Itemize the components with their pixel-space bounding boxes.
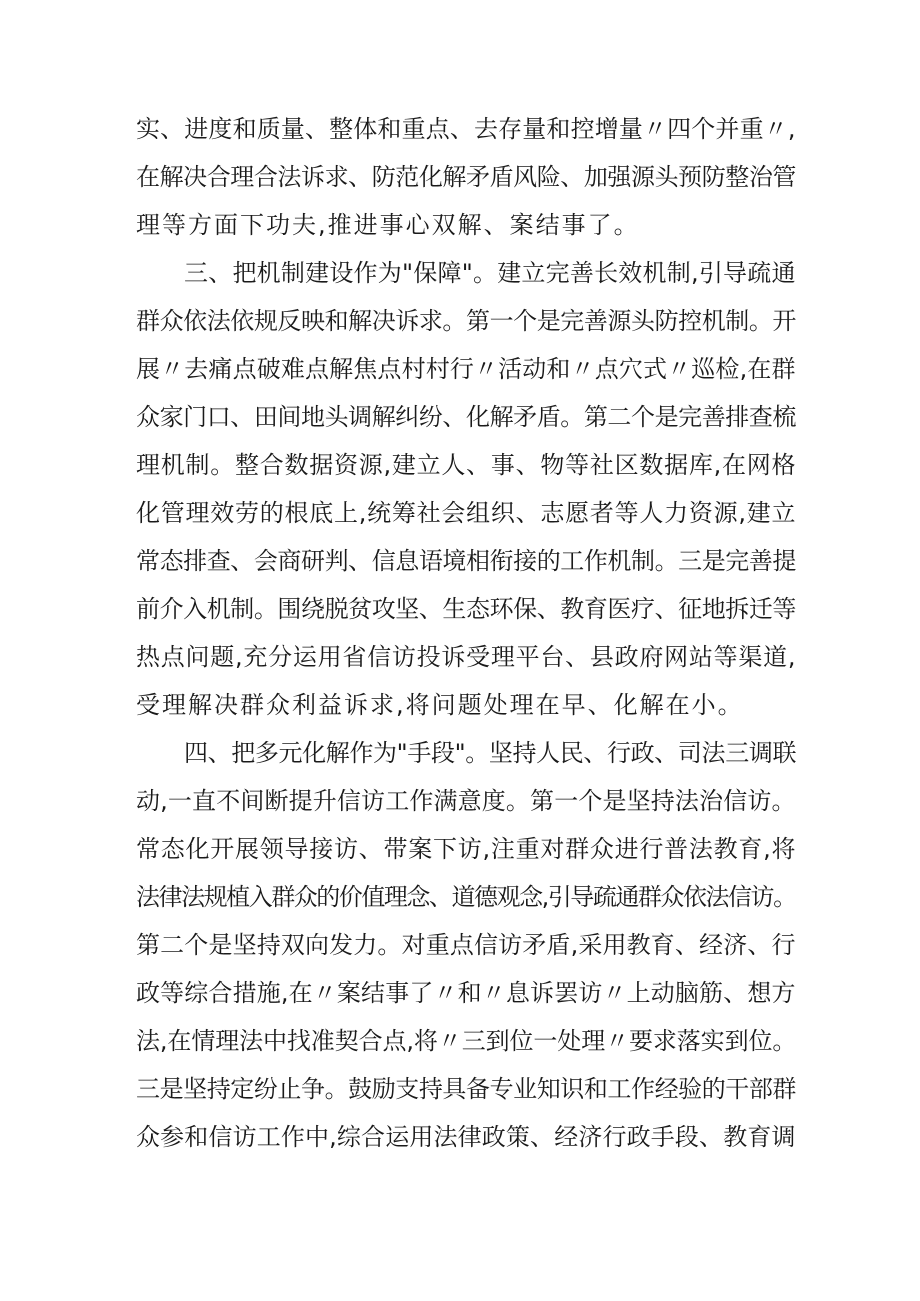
text-line: 动,一直不间断提升信访工作满意度。第一个是坚持法治信访。: [136, 787, 796, 815]
text-line: 受理解决群众利益诉求,将问题处理在早、化解在小。: [136, 691, 744, 719]
text-line: 众参和信访工作中,综合运用法律政策、经济行政手段、教育调: [136, 1123, 796, 1151]
text-line: 理机制。整合数据资源,建立人、事、物等社区数据库,在网格: [136, 451, 797, 479]
section-heading-line: 三、把机制建设作为"保障"。建立完善长效机制,引导疏通: [184, 259, 796, 287]
text-line: 化管理效劳的根底上,统筹社会组织、志愿者等人力资源,建立: [136, 499, 797, 527]
text-line: 政等综合措施,在〃案结事了〃和〃息诉罢访〃上动脑筋、想方: [136, 979, 796, 1007]
section-heading-line: 四、把多元化解作为"手段"。坚持人民、行政、司法三调联: [184, 739, 797, 767]
text-line: 热点问题,充分运用省信访投诉受理平台、县政府网站等渠道,: [136, 643, 797, 671]
text-line: 实、进度和质量、整体和重点、去存量和控增量〃四个并重〃,: [136, 115, 796, 143]
text-line: 法,在情理法中找准契合点,将〃三到位一处理〃要求落实到位。: [136, 1027, 797, 1055]
text-line: 三是坚持定纷止争。鼓励支持具备专业知识和工作经验的干部群: [136, 1075, 796, 1103]
text-line: 理等方面下功夫,推进事心双解、案结事了。: [136, 211, 640, 239]
text-line: 众家门口、田间地头调解纠纷、化解矛盾。第二个是完善排查梳: [136, 403, 796, 431]
text-line: 在解决合理合法诉求、防范化解矛盾风险、加强源头预防整治管: [136, 163, 796, 191]
text-line: 第二个是坚持双向发力。对重点信访矛盾,采用教育、经济、行: [136, 931, 796, 959]
text-line: 常态排查、会商研判、信息语境相衔接的工作机制。三是完善提: [136, 547, 796, 575]
text-line: 法律法规植入群众的价值理念、道德观念,引导疏通群众依法信访。: [136, 883, 796, 911]
text-line: 前介入机制。围绕脱贫攻坚、生态环保、教育医疗、征地拆迁等: [136, 595, 796, 623]
text-line: 常态化开展领导接访、带案下访,注重对群众进行普法教育,将: [136, 835, 797, 863]
text-line: 展〃去痛点破难点解焦点村村行〃活动和〃点穴式〃巡检,在群: [136, 355, 796, 383]
text-line: 群众依法依规反映和解决诉求。第一个是完善源头防控机制。开: [136, 307, 796, 335]
